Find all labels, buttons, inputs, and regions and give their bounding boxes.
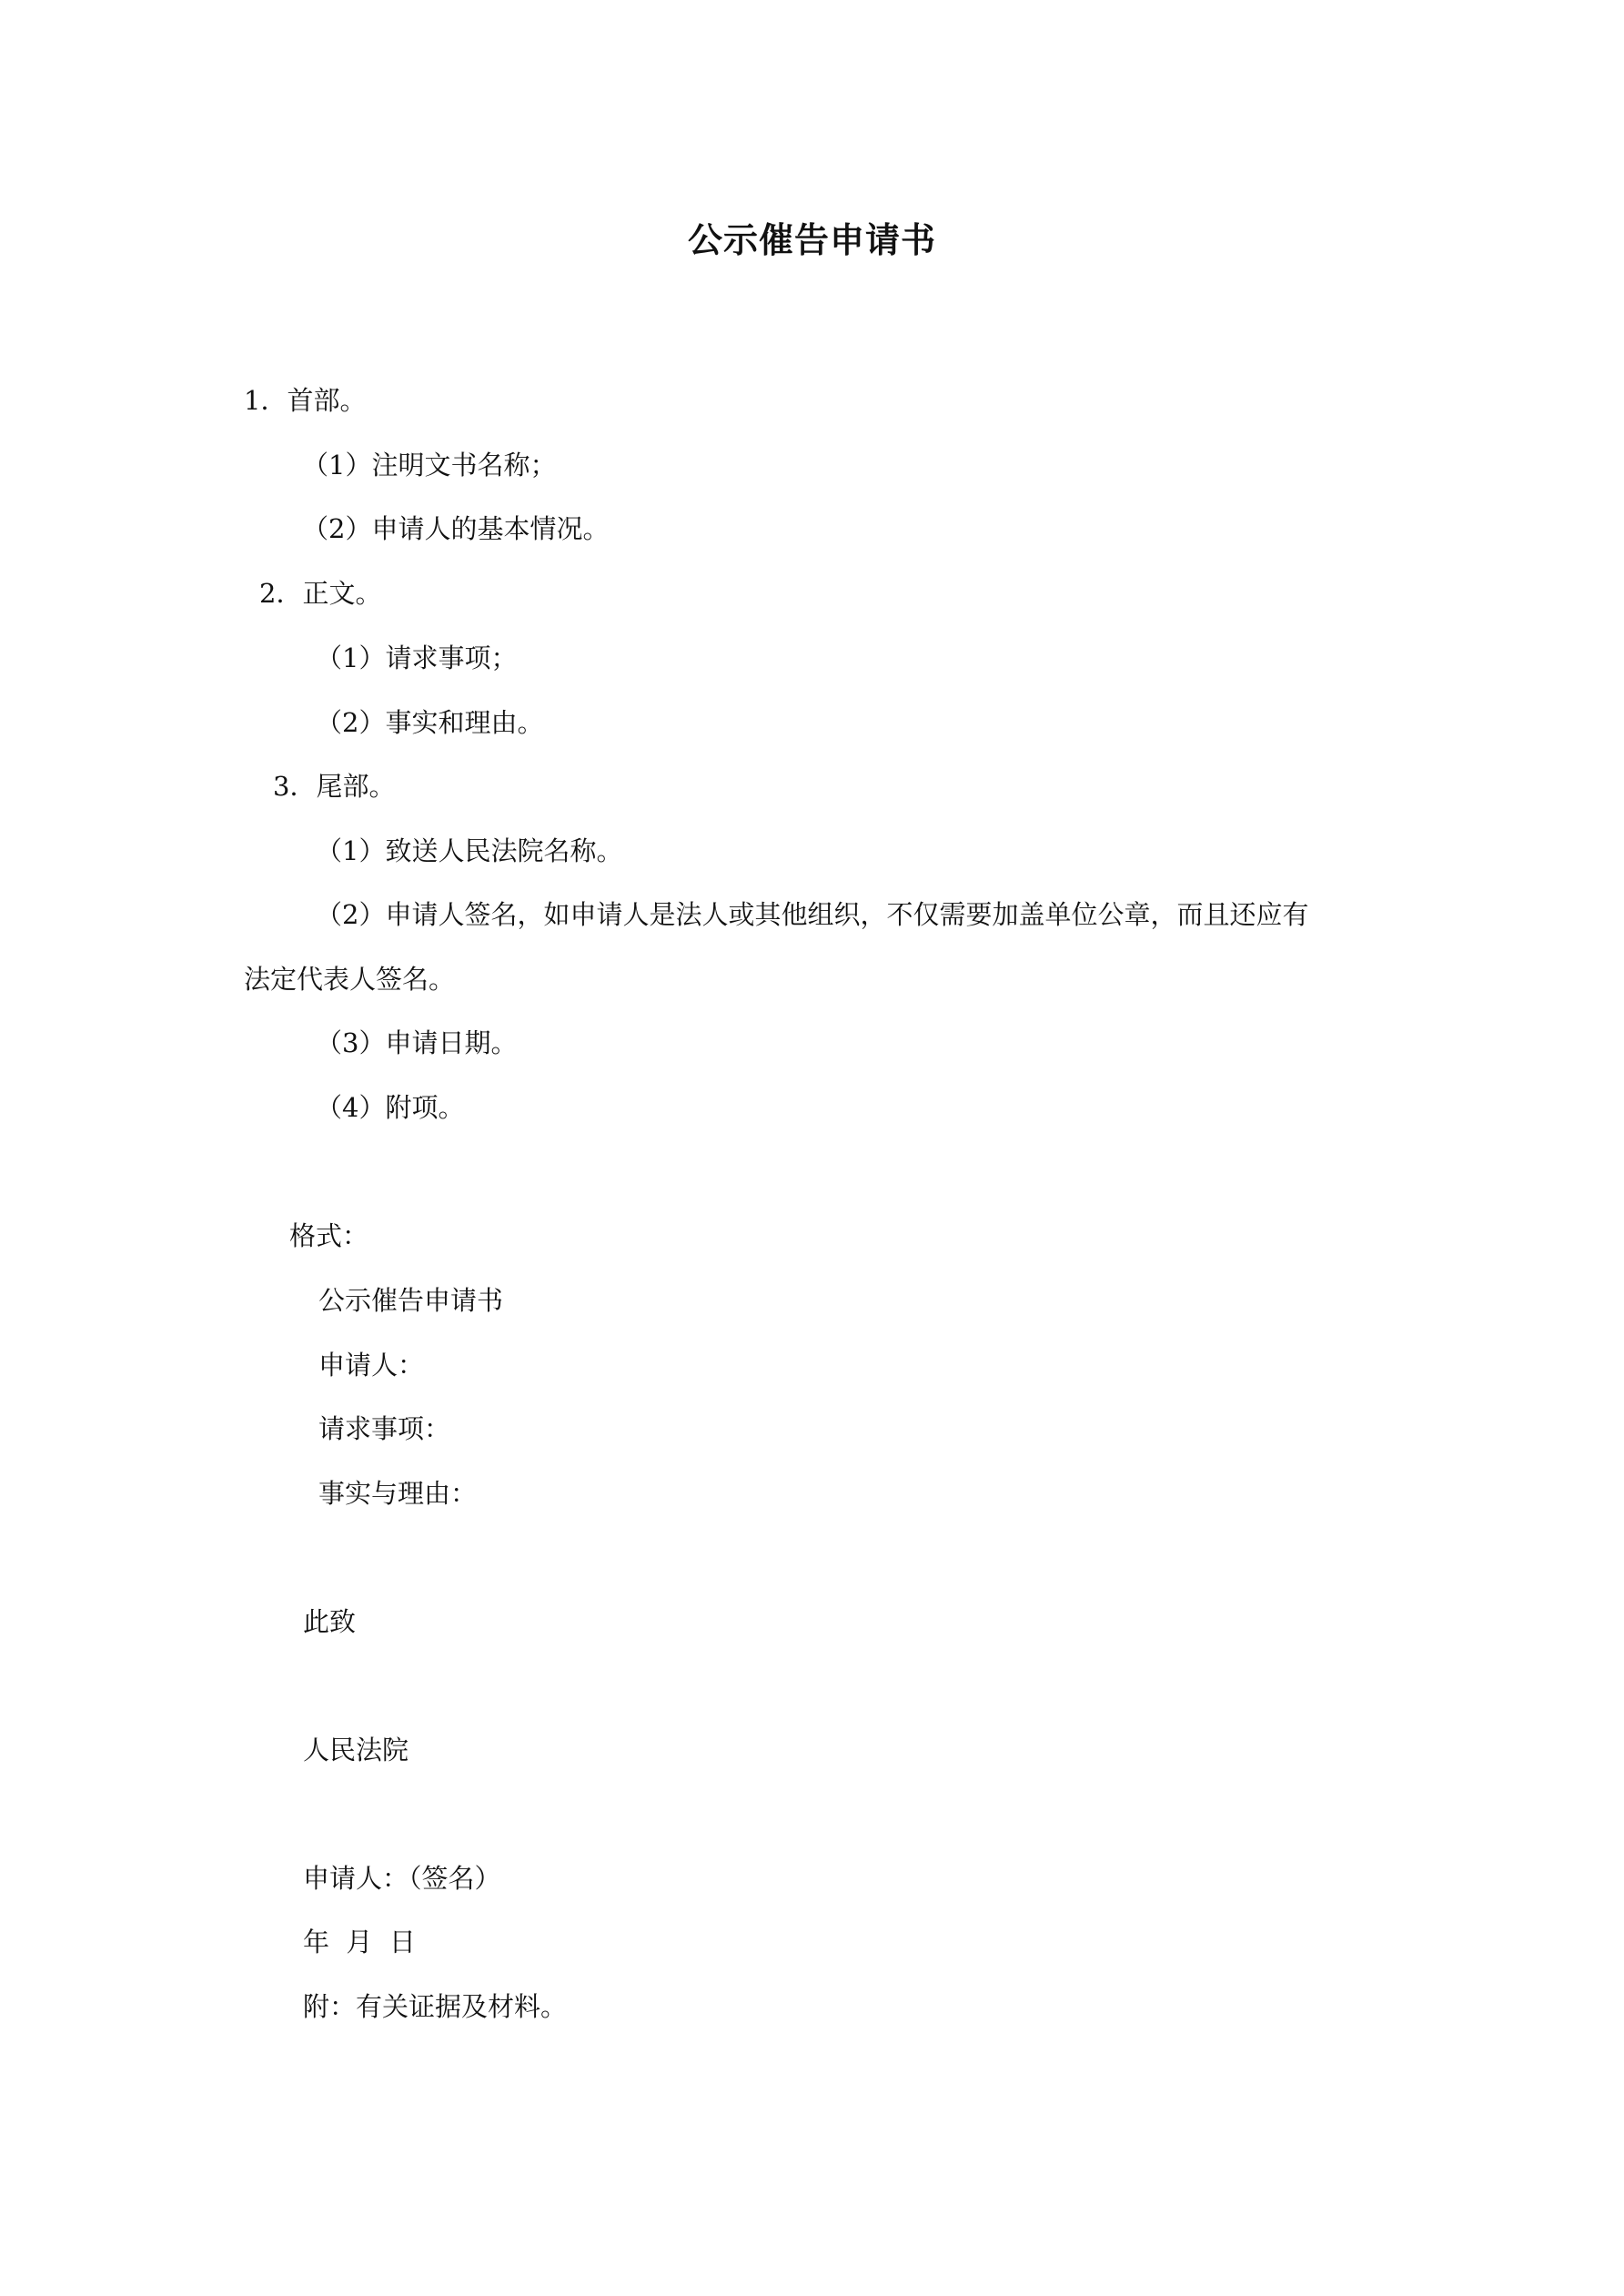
section3-item2-line2: 法定代表人签名。 — [244, 964, 456, 995]
section3-item2-line1: （2）申请人签名，如申请人是法人或其他组织，不仅需要加盖单位公章，而且还应有 — [316, 899, 1309, 930]
section2-item2: （2）事实和理由。 — [316, 707, 544, 738]
section1-item1: （1）注明文书名称； — [302, 450, 557, 480]
format-court: 人民法院 — [303, 1735, 409, 1765]
section1-item2: （2）申请人的基本情况。 — [302, 513, 610, 544]
section3-heading: 3．尾部。 — [273, 771, 396, 802]
format-label: 格式： — [289, 1220, 369, 1251]
section3-item3: （3）申请日期。 — [316, 1027, 518, 1058]
document-title: 公示催告申请书 — [687, 220, 936, 260]
format-date: 年 月 日 — [303, 1927, 416, 1957]
format-doc-name: 公示催告申请书 — [318, 1285, 504, 1316]
format-attachment: 附：有关证据及材料。 — [303, 1991, 568, 2022]
format-signature: 申请人：（签名） — [303, 1863, 501, 1894]
format-facts: 事实与理由： — [318, 1478, 478, 1509]
format-request: 请求事项： — [318, 1413, 451, 1444]
section3-item4: （4）附项。 — [316, 1092, 465, 1123]
section2-heading: 2．正文。 — [259, 578, 382, 609]
section1-heading: 1．首部。 — [244, 385, 367, 416]
section3-item1: （1）致送人民法院名称。 — [316, 835, 623, 866]
section2-item1: （1）请求事项； — [316, 642, 518, 673]
format-applicant: 申请人： — [318, 1350, 425, 1381]
format-closing: 此致 — [303, 1606, 357, 1637]
